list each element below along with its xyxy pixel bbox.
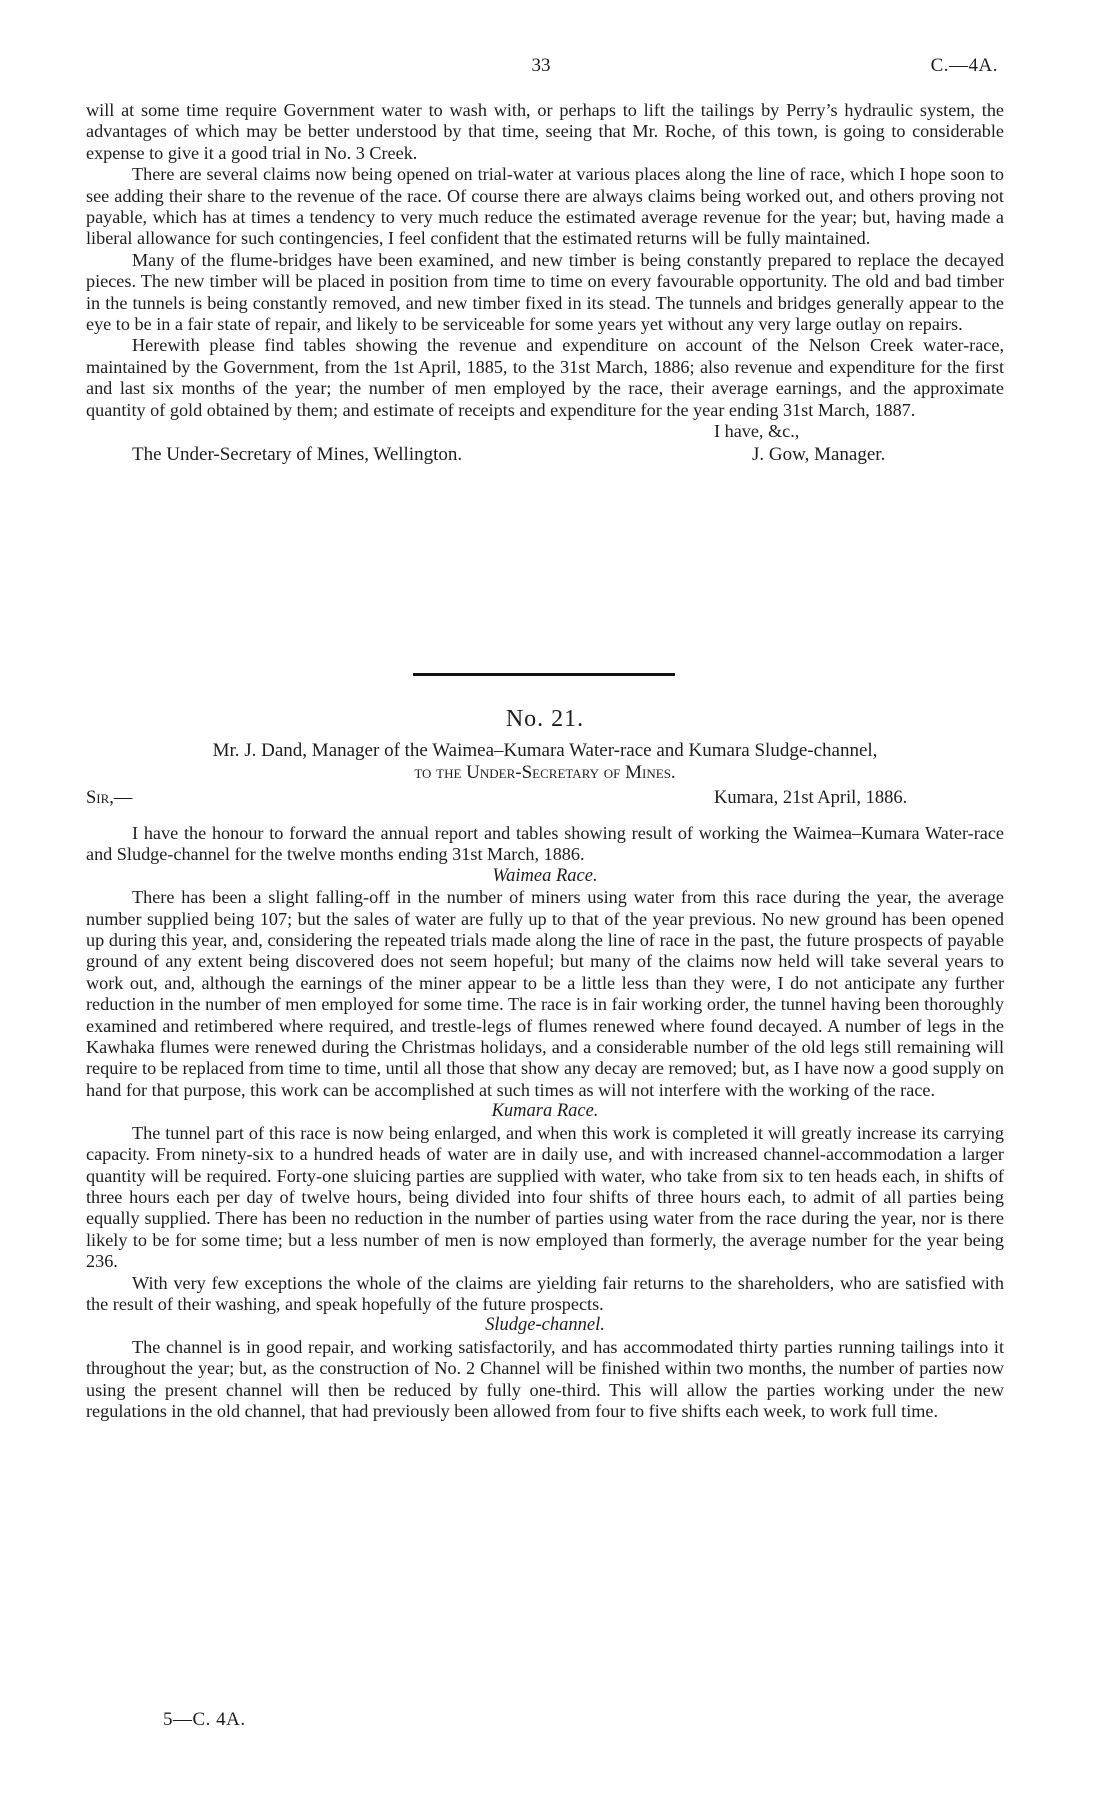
paragraph: I have the honour to forward the annual report and tables showing result of working the Waimea–Kumara Water-race and Sludge-channel for the twelve months ending 31st March, 1886. <box>86 823 1004 865</box>
paragraph: will at some time require Government water to wash with, or perhaps to lift the tailings by Perry’s hydraulic system, the advantages of which may be better understood by that time, seeing that Mr. Roche, of this town, is going to considerable expense to give it a good trial in No. 3 Creek. <box>86 100 1004 163</box>
paragraph: The tunnel part of this race is now being enlarged, and when this work is completed it will greatly increase its carrying capacity. From ninety-six to a hundred heads of water are in daily use, and with increased channel-accommodation a larger quantity will be required. Forty-one sluicing parties are supplied with water, who take from six to ten heads each, in shifts of three hours each per day of twelve hours, being divided into four shifts of three hours each, to admit of all parties being equally supplied. There has been no reduction in the number of parties using water from the race during the year, nor is there likely to be for some time; but a less number of men is now employed than formerly, the average number for the year being 236. <box>86 1122 1004 1272</box>
paragraph: There are several claims now being opened on trial-water at various places along the line of race, which I hope soon to see adding their share to the revenue of the race. Of course there are always claims being worked out, and others proving not payable, which has at times a tendency to very much reduce the estimated average revenue for the year; but, having made a liberal allowance for such contingencies, I feel confident that the estimated returns will be fully maintained. <box>86 164 1004 249</box>
page-number: 33 <box>531 55 551 76</box>
closing-phrase: I have, &c., <box>714 421 800 442</box>
letter-address-line: Mr. J. Dand, Manager of the Waimea–Kumara Water-race and Kumara Sludge-channel, <box>212 740 878 761</box>
letter-header <box>86 702 1004 810</box>
addressee: The Under-Secretary of Mines, Wellington. <box>132 444 463 466</box>
signature: J. Gow, Manager. <box>752 444 886 466</box>
paragraph: Herewith please find tables showing the revenue and expenditure on account of the Nelson Creek water-race, maintained by the Government, from the 1st April, 1885, to the 31st March, 1886; also revenue and expenditure for the first and last six months of the year; the number of men employed by the race, their average earnings, and the approximate quantity of gold obtained by them; and estimate of receipts and expenditure for the year ending 31st March, 1887. <box>86 335 1004 420</box>
letter-body <box>86 823 1004 1422</box>
paragraph: With very few exceptions the whole of the claims are yielding fair returns to the shareholders, who are satisfied with the result of their washing, and speak hopefully of the future prospects. <box>86 1272 1004 1314</box>
page-header <box>84 55 998 85</box>
section-heading: Sludge-channel. <box>485 1315 605 1336</box>
continuation-text <box>86 100 1004 467</box>
signature-mark: 5—C. 4A. <box>163 1709 246 1730</box>
paragraph: There has been a slight falling-off in the number of miners using water from this race during the year, the average number supplied being 107; but the sales of water are fully up to that of the year previous. No new ground has been opened up during this year, and, considering the repeated trials made along the line of race in the past, the future prospects of payable ground of any extent being discovered does not seem hopeful; but many of the claims now held will take several years to work out, and, although the earnings of the miner appear to be a little less than they were, I do not anticipate any further reduction in the number of men employed for some time. The race is in fair working order, the tunnel having been thoroughly examined and retimbered where required, and trestle-legs of flumes renewed where found decayed. A number of legs in the Kawhaka flumes were renewed during the Christmas holidays, and a considerable number of the old legs still remaining will require to be replaced from time to time, until all those that show any decay are removed; but, as I have now a good supply on hand for that purpose, this work can be accomplished at such times as will not interfere with the working of the race. <box>86 887 1004 1100</box>
letter-address-line: to the Under-Secretary of Mines. <box>414 762 676 783</box>
section-heading: Waimea Race. <box>492 865 598 886</box>
section-divider <box>413 673 675 676</box>
place-date: Kumara, 21st April, 1886. <box>714 788 908 808</box>
document-reference: C.—4A. <box>930 55 998 76</box>
section-heading: Kumara Race. <box>491 1101 599 1122</box>
paragraph: The channel is in good repair, and working satisfactorily, and has accommodated thirty parties running tailings into it throughout the year; but, as the construction of No. 2 Channel will be finished within two months, the number of parties now using the present channel will then be reduced by fully one-third. This will allow the parties working under the new regulations in the old channel, that had previously been allowed from four to five shifts each week, to work full time. <box>86 1336 1004 1421</box>
salutation: Sir,— <box>86 788 133 808</box>
paragraph: Many of the flume-bridges have been examined, and new timber is being constantly prepared to replace the decayed pieces. The new timber will be placed in position from time to time on every favourable opportunity. The old and bad timber in the tunnels is being constantly removed, and new timber fixed in its stead. The tunnels and bridges generally appear to the eye to be in a fair state of repair, and likely to be serviceable for some years yet without any very large outlay on repairs. <box>86 249 1004 335</box>
letter-number: No. 21. <box>505 706 585 732</box>
